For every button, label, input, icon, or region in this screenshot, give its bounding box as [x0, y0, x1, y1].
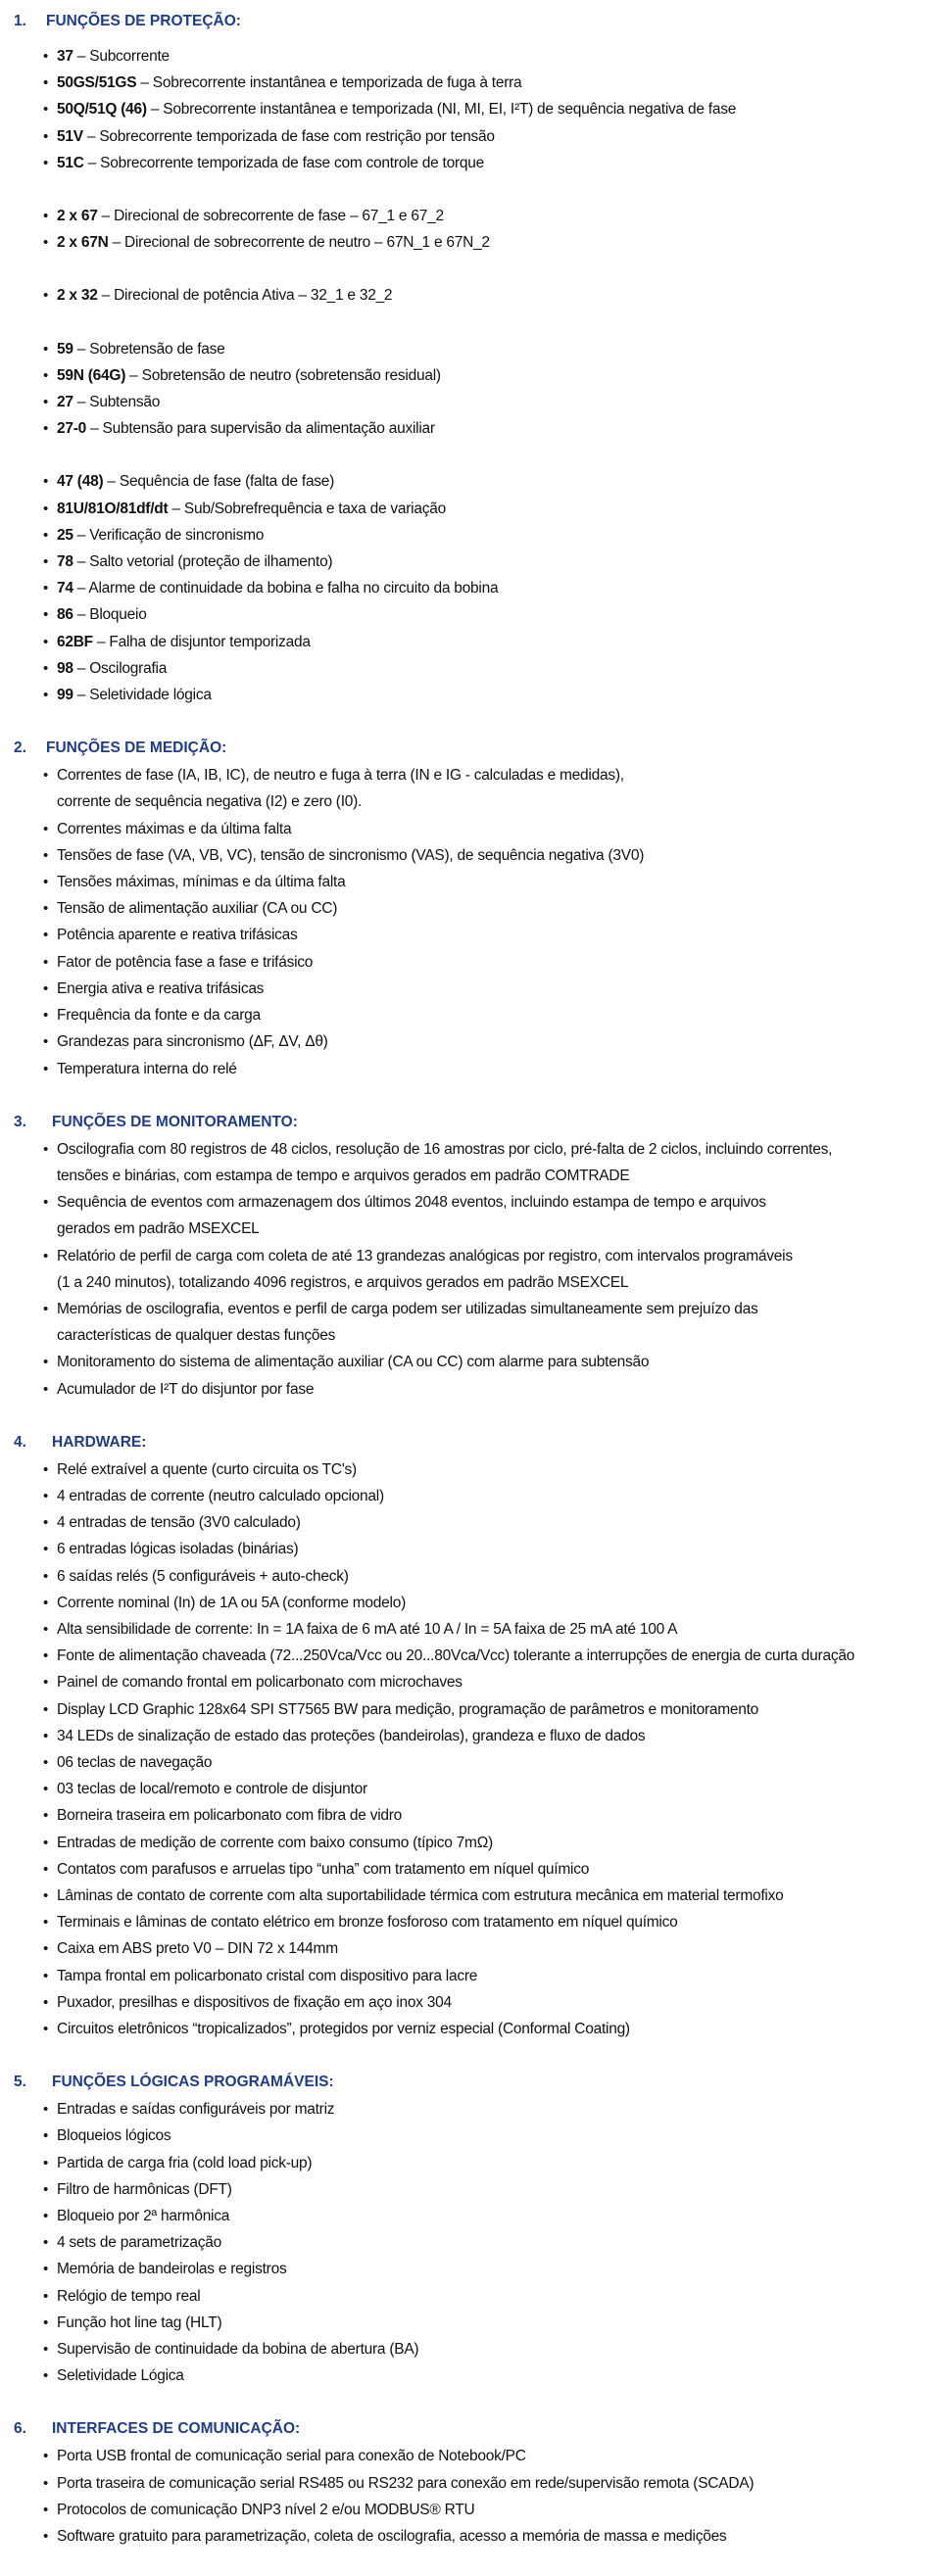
item-text-line: Correntes máximas e da última falta — [57, 820, 292, 837]
item-text-line: Monitoramento do sistema de alimentação auxiliar (CA ou CC) com alarme para subtensão — [57, 1354, 650, 1371]
section-number: 6. — [14, 2420, 26, 2438]
item-text-line: 6 saídas relés (5 configuráveis + auto-check) — [57, 1567, 349, 1585]
bullet-icon: • — [43, 927, 49, 944]
bullet-icon: • — [43, 1194, 49, 1212]
item-text-line: Protocolos de comunicação DNP3 nível 2 e/ou MODBUS® RTU — [57, 2501, 475, 2518]
list-item — [0, 336, 926, 362]
section-title — [0, 1109, 926, 1136]
list-item — [0, 2123, 926, 2149]
item-text-line: Acumulador de I²T do disjuntor por fase — [57, 1380, 315, 1398]
bullet-icon: • — [43, 154, 49, 171]
item-text-line: Entradas e saídas configuráveis por matriz — [57, 2101, 335, 2119]
item-text-line: Fonte de alimentação chaveada (72...250Vca/Vcc ou 20...80Vca/Vcc) tolerante a interrupções de energia de curta duração — [57, 1647, 855, 1665]
item-text-line: (1 a 240 minutos), totalizando 4096 registros, e arquivos gerados em padrão MSEXCEL — [57, 1273, 629, 1291]
bullet-icon: • — [43, 820, 49, 837]
item-text-line: Software gratuito para parametrização, coleta de oscilografia, acesso a memória de massa e medições — [57, 2528, 727, 2546]
function-code: 78 — [57, 553, 73, 571]
bullet-icon: • — [43, 473, 49, 491]
bullet-icon: • — [43, 1060, 49, 1077]
bullet-icon: • — [43, 1140, 49, 1158]
function-description: – Oscilografia — [73, 659, 168, 677]
function-code: 37 — [57, 48, 73, 65]
function-description: – Sobrecorrente instantânea e temporizada de fuga à terra — [136, 74, 522, 92]
list-item — [0, 1056, 926, 1082]
list-item — [0, 229, 926, 256]
item-text-line: características de qualquer destas funções — [57, 1327, 336, 1345]
function-code: 2 x 67N — [57, 234, 109, 252]
list-item — [0, 2497, 926, 2523]
function-description: – Subcorrente — [73, 48, 170, 65]
list-item — [0, 682, 926, 708]
item-text-line: Função hot line tag (HLT) — [57, 2314, 222, 2331]
function-code: 47 (48) — [57, 473, 104, 491]
item-text-line: Memórias de oscilografia, eventos e perfil de carga podem ser utilizadas simultaneamente sem prejuízo das — [57, 1300, 758, 1317]
item-text-line: Potência aparente e reativa trifásicas — [57, 927, 298, 944]
bullet-icon: • — [43, 1514, 49, 1532]
bullet-icon: • — [43, 1993, 49, 2011]
list-item — [0, 1989, 926, 2016]
list-item — [0, 1616, 926, 1643]
section-1 — [0, 8, 926, 735]
list-item — [0, 203, 926, 229]
list-item — [0, 468, 926, 495]
bullet-icon: • — [43, 340, 49, 358]
list-item — [0, 2203, 926, 2229]
bullet-icon: • — [43, 48, 49, 65]
bullet-icon: • — [43, 2261, 49, 2278]
item-text-line: Puxador, presilhas e dispositivos de fixação em aço inox 304 — [57, 1993, 452, 2011]
section-number: 4. — [14, 1433, 26, 1451]
function-code: 50Q/51Q (46) — [57, 101, 147, 119]
bullet-icon: • — [43, 1487, 49, 1504]
item-text-line: Correntes de fase (IA, IB, IC), de neutro e fuga à terra (IN e IG - calculadas e medidas), — [57, 767, 624, 785]
function-description: – Falha de disjuntor temporizada — [92, 633, 311, 650]
section-title — [0, 2069, 926, 2096]
function-code: 51V — [57, 127, 83, 145]
item-text-line: Memória de bandeirolas e registros — [57, 2261, 287, 2278]
list-item — [0, 895, 926, 922]
bullet-icon: • — [43, 234, 49, 252]
bullet-icon: • — [43, 1247, 49, 1264]
bullet-icon: • — [43, 2448, 49, 2465]
function-group — [0, 43, 926, 176]
section-title-text: HARDWARE: — [52, 1433, 147, 1451]
list-item — [0, 1963, 926, 1989]
item-text-line: Relé extraível a quente (curto circuita os TC's) — [57, 1460, 357, 1478]
section-title-text: FUNÇÕES LÓGICAS PROGRAMÁVEIS: — [52, 2074, 334, 2091]
bullet-icon: • — [43, 1354, 49, 1371]
function-code: 50GS/51GS — [57, 74, 137, 92]
list-item — [0, 2470, 926, 2497]
list-item — [0, 70, 926, 96]
function-code: 27-0 — [57, 420, 87, 438]
item-text-line: Lâminas de contato de corrente com alta suportabilidade térmica com estrutura mecânica em material termofixo — [57, 1886, 784, 1904]
function-description: – Seletividade lógica — [73, 687, 212, 704]
item-text-line: Bloqueio por 2ª harmônica — [57, 2208, 230, 2225]
item-text-line: Supervisão de continuidade da bobina de abertura (BA) — [57, 2341, 419, 2359]
list-item — [0, 1456, 926, 1483]
item-text-line: Display LCD Graphic 128x64 SPI ST7565 BW para medição, programação de parâmetros e monitoramento — [57, 1700, 759, 1718]
list-item — [0, 123, 926, 150]
list-item — [0, 1189, 926, 1242]
item-text-line: gerados em padrão MSEXCEL — [57, 1220, 260, 1238]
item-text-line: Grandezas para sincronismo (ΔF, ΔV, Δθ) — [57, 1033, 328, 1051]
section-title — [0, 8, 926, 35]
bullet-icon: • — [43, 2127, 49, 2145]
list-item — [0, 601, 926, 628]
bullet-icon: • — [43, 2287, 49, 2305]
section-number: 1. — [14, 13, 26, 29]
list-item — [0, 1536, 926, 1562]
bullet-icon: • — [43, 2208, 49, 2225]
list-item — [0, 389, 926, 415]
section-3 — [0, 1109, 926, 1429]
bullet-icon: • — [43, 767, 49, 785]
list-item — [0, 1883, 926, 1909]
item-list — [0, 1136, 926, 1403]
bullet-icon: • — [43, 1781, 49, 1798]
list-item — [0, 1509, 926, 1536]
list-item — [0, 949, 926, 976]
bullet-icon: • — [43, 1380, 49, 1398]
list-item — [0, 1802, 926, 1829]
bullet-icon: • — [43, 979, 49, 997]
function-code: 25 — [57, 526, 73, 544]
function-code: 59 — [57, 340, 73, 358]
item-text-line: Filtro de harmônicas (DFT) — [57, 2180, 232, 2198]
item-text-line: 4 entradas de corrente (neutro calculado opcional) — [57, 1487, 384, 1504]
bullet-icon: • — [43, 1940, 49, 1958]
list-item — [0, 575, 926, 601]
bullet-icon: • — [43, 1700, 49, 1718]
list-item — [0, 2150, 926, 2176]
function-description: – Direcional de sobrecorrente de fase – 67_1 e 67_2 — [97, 208, 444, 225]
list-item — [0, 2283, 926, 2310]
function-code: 51C — [57, 154, 84, 171]
bullet-icon: • — [43, 1647, 49, 1665]
item-text-line: Borneira traseira em policarbonato com fibra de vidro — [57, 1807, 403, 1825]
bullet-icon: • — [43, 2021, 49, 2037]
list-item — [0, 842, 926, 869]
list-item — [0, 96, 926, 122]
bullet-icon: • — [43, 1914, 49, 1932]
function-description: – Sobretensão de neutro (sobretensão residual) — [125, 366, 441, 384]
bullet-icon: • — [43, 101, 49, 119]
bullet-icon: • — [43, 366, 49, 384]
list-item — [0, 869, 926, 895]
list-item — [0, 1563, 926, 1590]
item-list — [0, 2443, 926, 2550]
bullet-icon: • — [43, 2101, 49, 2119]
item-text-line: 06 teclas de navegação — [57, 1753, 213, 1771]
list-item — [0, 43, 926, 70]
function-description: – Sequência de fase (falta de fase) — [103, 473, 335, 491]
function-description: – Subtensão para supervisão da alimentação auxiliar — [86, 420, 435, 438]
function-description: – Sobrecorrente instantânea e temporizada (NI, MI, EI, I²T) de sequência negativa de fase — [146, 101, 737, 119]
bullet-icon: • — [43, 553, 49, 571]
item-text-line: Tampa frontal em policarbonato cristal com dispositivo para lacre — [57, 1967, 478, 1984]
bullet-icon: • — [43, 633, 49, 650]
bullet-icon: • — [43, 1727, 49, 1744]
bullet-icon: • — [43, 1807, 49, 1825]
section-title — [0, 1429, 926, 1456]
item-text-line: Corrente nominal (In) de 1A ou 5A (conforme modelo) — [57, 1594, 406, 1611]
function-group — [0, 468, 926, 708]
bullet-icon: • — [43, 1967, 49, 1984]
section-title — [0, 735, 926, 762]
function-description: – Alarme de continuidade da bobina e falha no circuito da bobina — [73, 580, 499, 597]
list-item — [0, 1723, 926, 1749]
bullet-icon: • — [43, 1620, 49, 1638]
function-group — [0, 282, 926, 309]
function-code: 98 — [57, 659, 73, 677]
bullet-icon: • — [43, 874, 49, 891]
list-item — [0, 2176, 926, 2203]
item-text-line: 6 entradas lógicas isoladas (binárias) — [57, 1541, 299, 1558]
section-4 — [0, 1429, 926, 2069]
bullet-icon: • — [43, 1007, 49, 1025]
list-item — [0, 1856, 926, 1883]
list-item — [0, 1349, 926, 1375]
function-code: 27 — [57, 394, 73, 411]
bullet-icon: • — [43, 74, 49, 92]
list-item — [0, 1243, 926, 1296]
section-6 — [0, 2415, 926, 2576]
bullet-icon: • — [43, 500, 49, 517]
function-code: 99 — [57, 687, 73, 704]
function-description: – Sobrecorrente temporizada de fase com restrição por tensão — [82, 127, 495, 145]
item-text-line: Painel de comando frontal em policarbonato com microchaves — [57, 1674, 463, 1692]
bullet-icon: • — [43, 1567, 49, 1585]
bullet-icon: • — [43, 526, 49, 544]
item-text-line: Fator de potência fase a fase e trifásico — [57, 953, 314, 971]
bullet-icon: • — [43, 659, 49, 677]
item-text-line: Frequência da fonte e da carga — [57, 1007, 261, 1025]
item-text-line: Partida de carga fria (cold load pick-up) — [57, 2154, 313, 2171]
section-title-text: FUNÇÕES DE PROTEÇÃO: — [46, 13, 241, 29]
function-code: 2 x 32 — [57, 287, 98, 305]
bullet-icon: • — [43, 846, 49, 864]
item-text-line: Oscilografia com 80 registros de 48 ciclos, resolução de 16 amostras por ciclo, pré-falta de 2 ciclos, incluindo correntes, — [57, 1140, 833, 1158]
item-text-line: corrente de sequência negativa (I2) e zero (I0). — [57, 793, 363, 811]
item-list — [0, 2096, 926, 2389]
item-text-line: Tensões de fase (VA, VB, VC), tensão de sincronismo (VAS), de sequência negativa (3V0) — [57, 846, 645, 864]
item-text-line: Tensão de alimentação auxiliar (CA ou CC) — [57, 900, 338, 918]
list-item — [0, 1136, 926, 1189]
list-item — [0, 1776, 926, 1802]
list-item — [0, 1669, 926, 1695]
bullet-icon: • — [43, 1753, 49, 1771]
function-description: – Direcional de sobrecorrente de neutro – 67N_1 e 67N_2 — [108, 234, 490, 252]
bullet-icon: • — [43, 1033, 49, 1051]
bullet-icon: • — [43, 1674, 49, 1692]
bullet-icon: • — [43, 900, 49, 918]
function-code: 86 — [57, 606, 73, 624]
list-item — [0, 1830, 926, 1856]
item-text-line: Energia ativa e reativa trifásicas — [57, 979, 265, 997]
bullet-icon: • — [43, 2528, 49, 2546]
list-item — [0, 1002, 926, 1028]
list-item — [0, 2523, 926, 2550]
function-code: 62BF — [57, 633, 93, 650]
function-group — [0, 203, 926, 256]
item-text-line: Porta USB frontal de comunicação serial para conexão de Notebook/PC — [57, 2448, 526, 2465]
bullet-icon: • — [43, 606, 49, 624]
function-code: 2 x 67 — [57, 208, 98, 225]
list-item — [0, 2336, 926, 2362]
item-text-line: Bloqueios lógicos — [57, 2127, 171, 2145]
section-number: 3. — [14, 1113, 26, 1130]
section-number: 2. — [14, 739, 26, 757]
bullet-icon: • — [43, 2501, 49, 2518]
list-item — [0, 629, 926, 655]
list-item — [0, 2443, 926, 2469]
section-title — [0, 2415, 926, 2443]
list-item — [0, 2256, 926, 2282]
bullet-icon: • — [43, 580, 49, 597]
item-text-line: Terminais e lâminas de contato elétrico em bronze fosforoso com tratamento em níquel químico — [57, 1914, 678, 1932]
item-text-line: Relógio de tempo real — [57, 2287, 201, 2305]
item-text-line: Tensões máximas, mínimas e da última falta — [57, 874, 346, 891]
list-item — [0, 496, 926, 522]
section-title-text: FUNÇÕES DE MEDIÇÃO: — [46, 739, 227, 757]
bullet-icon: • — [43, 953, 49, 971]
list-item — [0, 1696, 926, 1723]
bullet-icon: • — [43, 1541, 49, 1558]
function-group — [0, 336, 926, 443]
item-text-line: Circuitos eletrônicos “tropicalizados”, protegidos por verniz especial (Conformal Coating) — [57, 2021, 630, 2037]
function-description: – Sobrecorrente temporizada de fase com controle de torque — [83, 154, 484, 171]
list-item — [0, 150, 926, 176]
function-description: – Verificação de sincronismo — [73, 526, 265, 544]
list-item — [0, 762, 926, 815]
item-text-line: Porta traseira de comunicação serial RS485 ou RS232 para conexão em rede/supervisão remota (SCADA) — [57, 2474, 755, 2492]
function-code: 81U/81O/81df/dt — [57, 500, 169, 517]
list-item — [0, 976, 926, 1002]
list-item — [0, 655, 926, 682]
bullet-icon: • — [43, 394, 49, 411]
section-5 — [0, 2069, 926, 2415]
section-2 — [0, 735, 926, 1108]
item-text-line: Temperatura interna do relé — [57, 1060, 237, 1077]
list-item — [0, 2096, 926, 2123]
item-text-line: tensões e binárias, com estampa de tempo e arquivos gerados em padrão COMTRADE — [57, 1167, 630, 1184]
bullet-icon: • — [43, 1460, 49, 1478]
function-description: – Sobretensão de fase — [73, 340, 225, 358]
list-item — [0, 2229, 926, 2256]
item-text-line: 4 sets de parametrização — [57, 2234, 222, 2252]
list-item — [0, 1749, 926, 1776]
list-item — [0, 1483, 926, 1509]
list-item — [0, 2016, 926, 2042]
list-item — [0, 1376, 926, 1403]
item-text-line: Alta sensibilidade de corrente: In = 1A faixa de 6 mA até 10 A / In = 5A faixa de 25 mA até 100 A — [57, 1620, 678, 1638]
section-title-text: INTERFACES DE COMUNICAÇÃO: — [52, 2420, 301, 2438]
bullet-icon: • — [43, 2474, 49, 2492]
bullet-icon: • — [43, 2234, 49, 2252]
item-text-line: 4 entradas de tensão (3V0 calculado) — [57, 1514, 301, 1532]
list-item — [0, 415, 926, 442]
list-item — [0, 2310, 926, 2336]
list-item — [0, 816, 926, 842]
list-item — [0, 1935, 926, 1962]
function-code: 59N (64G) — [57, 366, 126, 384]
list-item — [0, 1590, 926, 1616]
item-text-line: Sequência de eventos com armazenagem dos últimos 2048 eventos, incluindo estampa de tempo e arquivos — [57, 1194, 766, 1212]
bullet-icon: • — [43, 1300, 49, 1317]
function-description: – Direcional de potência Ativa – 32_1 e 32_2 — [97, 287, 393, 305]
item-text-line: Entradas de medição de corrente com baixo consumo (típico 7mΩ) — [57, 1834, 493, 1851]
function-code: 74 — [57, 580, 73, 597]
item-text-line: 34 LEDs de sinalização de estado das proteções (bandeirolas), grandeza e fluxo de dados — [57, 1727, 646, 1744]
list-item — [0, 362, 926, 389]
item-text-line: Relatório de perfil de carga com coleta de até 13 grandezas analógicas por registro, com intervalos programáveis — [57, 1247, 793, 1264]
bullet-icon: • — [43, 1860, 49, 1878]
bullet-icon: • — [43, 1834, 49, 1851]
bullet-icon: • — [43, 2154, 49, 2171]
list-item — [0, 282, 926, 309]
list-item — [0, 1296, 926, 1349]
list-item — [0, 522, 926, 549]
item-list — [0, 1456, 926, 2042]
list-item — [0, 922, 926, 948]
item-text-line: Contatos com parafusos e arruelas tipo “unha” com tratamento em níquel químico — [57, 1860, 590, 1878]
function-description: – Bloqueio — [73, 606, 147, 624]
bullet-icon: • — [43, 208, 49, 225]
item-list — [0, 762, 926, 1081]
section-number: 5. — [14, 2074, 26, 2091]
bullet-icon: • — [43, 287, 49, 305]
function-description: – Sub/Sobrefrequência e taxa de variação — [168, 500, 446, 517]
list-item — [0, 1909, 926, 1935]
list-item — [0, 549, 926, 575]
function-description: – Subtensão — [73, 394, 161, 411]
list-item — [0, 2362, 926, 2389]
list-item — [0, 1643, 926, 1669]
section-title-text: FUNÇÕES DE MONITORAMENTO: — [52, 1113, 298, 1130]
bullet-icon: • — [43, 2314, 49, 2331]
bullet-icon: • — [43, 2367, 49, 2385]
bullet-icon: • — [43, 2180, 49, 2198]
list-item — [0, 1028, 926, 1055]
bullet-icon: • — [43, 1886, 49, 1904]
bullet-icon: • — [43, 420, 49, 438]
item-text-line: Caixa em ABS preto V0 – DIN 72 x 144mm — [57, 1940, 338, 1958]
item-text-line: 03 teclas de local/remoto e controle de disjuntor — [57, 1781, 367, 1798]
item-text-line: Seletividade Lógica — [57, 2367, 184, 2385]
bullet-icon: • — [43, 1594, 49, 1611]
function-description: – Salto vetorial (proteção de ilhamento) — [73, 553, 333, 571]
bullet-icon: • — [43, 2341, 49, 2359]
bullet-icon: • — [43, 127, 49, 145]
bullet-icon: • — [43, 687, 49, 704]
